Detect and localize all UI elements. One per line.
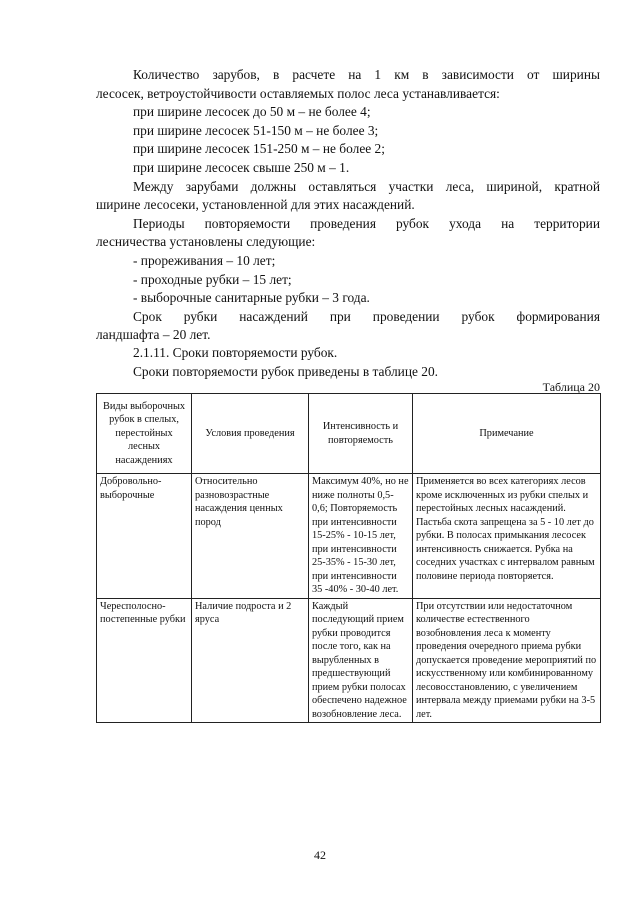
header-cell-note: Примечание <box>413 394 601 474</box>
cell-intensity: Каждый последующий прием рубки проводится после того, как на вырубленных в предшествующий прием рубки полосах обеспечено надежное возобновление леса. <box>309 598 413 723</box>
repeat-period-table <box>96 393 601 723</box>
table-label: Таблица 20 <box>542 380 600 394</box>
paragraph-line: Срок рубки насаждений при проведении рубок формирования <box>133 308 600 324</box>
cell-note: Применяется во всех категориях лесов кроме исключенных из рубки спелых и перестойных лесных насаждений. Пастьба скота запрещена за 5 - 10 лет до рубки. В полосах примыкания лесосек интенсивность снижается. Рубка на соседних участках с интервалом равным половине периода повторяется. <box>413 474 601 599</box>
cell-type: Добровольно-выборочные <box>97 474 192 599</box>
width-rule-item: при ширине лесосек 151-250 м – не более 2; <box>133 141 385 157</box>
body-text <box>96 66 600 345</box>
table-header-row <box>97 394 601 474</box>
paragraph-line: Периоды повторяемости проведения рубок ухода на территории <box>133 215 600 231</box>
cell-type: Чересполосно-постепенные рубки <box>97 598 192 723</box>
header-cell-conditions: Условия проведения <box>192 394 309 474</box>
header-cell-type: Виды выборочных рубок в спелых, перестойных лесных насаждениях <box>97 394 192 474</box>
table-row <box>97 474 601 599</box>
paragraph-line: Количество зарубов, в расчете на 1 км в зависимости от ширины <box>133 67 600 82</box>
paragraph-line: Между зарубами должны оставляться участки леса, шириной, кратной <box>133 178 600 194</box>
paragraph-line: лесничества установлены следующие: <box>96 234 316 250</box>
cell-intensity: Максимум 40%, но не ниже полноты 0,5-0,6; Повторяемость при интенсивности 15-25% - 10-15 лет, при интенсивности 25-35% - 15-30 лет, при интенсивности 35 -40% - 30-40 лет. <box>309 474 413 599</box>
width-rule-item: при ширине лесосек свыше 250 м – 1. <box>133 159 350 175</box>
cell-conditions: Наличие подроста и 2 яруса <box>192 598 309 723</box>
paragraph-line: ландшафта – 20 лет. <box>96 327 211 343</box>
period-item: - выборочные санитарные рубки – 3 года. <box>133 290 370 306</box>
section-heading: 2.1.11. Сроки повторяемости рубок. <box>133 345 338 360</box>
paragraph-line: ширине лесосеки, установленной для этих насаждений. <box>96 197 415 213</box>
width-rule-item: при ширине лесосек 51-150 м – не более 3; <box>133 122 379 138</box>
period-item: - проходные рубки – 15 лет; <box>133 271 292 287</box>
paragraph-line: лесосек, ветроустойчивости оставляемых полос леса устанавливается: <box>96 85 500 101</box>
section-intro: Сроки повторяемости рубок приведены в таблице 20. <box>133 364 439 379</box>
page-number: 42 <box>314 848 326 862</box>
table-row <box>97 598 601 723</box>
cell-conditions: Относительно разновозрастные насаждения ценных пород <box>192 474 309 599</box>
section-block <box>133 343 438 381</box>
width-rule-item: при ширине лесосек до 50 м – не более 4; <box>133 104 371 120</box>
header-cell-intensity: Интенсивность и повторяемость <box>309 394 413 474</box>
period-item: - прореживания – 10 лет; <box>133 252 276 268</box>
cell-note: При отсутствии или недостаточном количестве естественного возобновления леса к моменту проведения очередного приема рубки допускается проведение мероприятий по искусственному или комбинированному лесовосстановлению, с увеличением интервала между приемами рубки на 3-5 лет. <box>413 598 601 723</box>
